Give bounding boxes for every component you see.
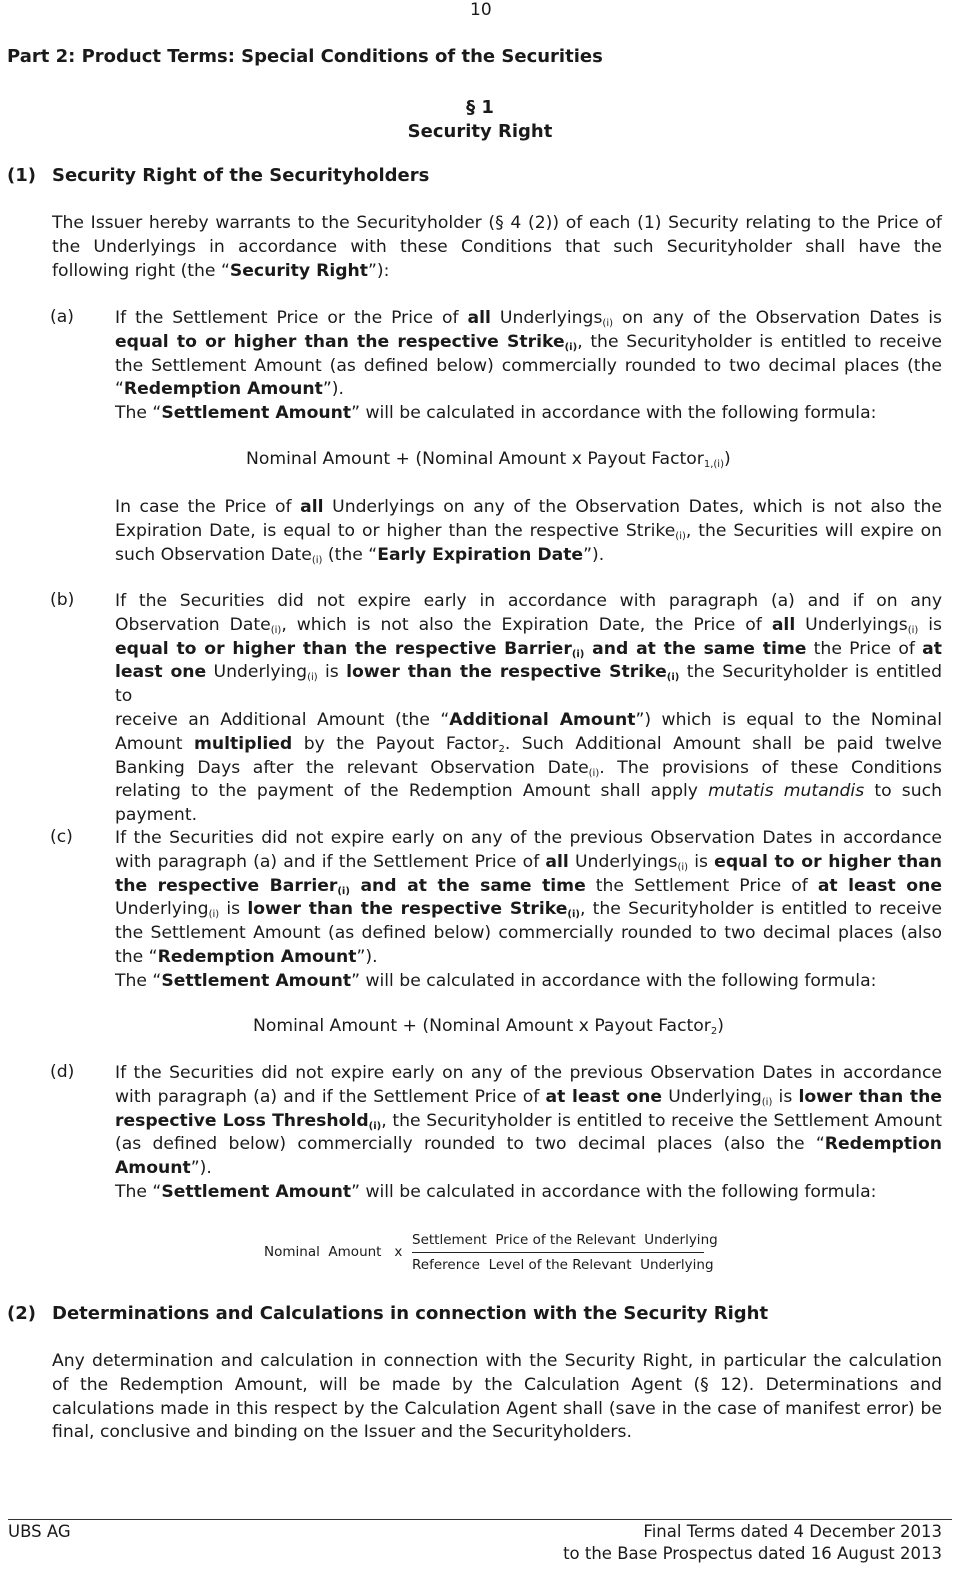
- clause-line: with paragraph (a) and if the Settlement Price of at least one Underlying$_{(i)}$ is lower than the: [115, 1086, 942, 1108]
- clause-line: Amount”).: [115, 1158, 212, 1179]
- clause-line: If the Settlement Price or the Price of all Underlyings$_{(i)}$ on any of the Observation Dates is: [115, 308, 942, 329]
- clause-d-text: [115, 1062, 942, 1205]
- clause-line: equal to or higher than the respective Strike$_{(i)}$, the Securityholder is entitled to receive: [115, 331, 942, 353]
- section-symbol: § 1: [466, 97, 494, 118]
- clause-line: receive an Additional Amount (the “Additional Amount”) which is equal to the Nominal: [115, 709, 942, 730]
- clause-line: Underlying$_{(i)}$ is lower than the respective Strike$_{(i)}$, the Securityholder is entitled to receive: [115, 899, 942, 921]
- clause-line: such Observation Date$_{(i)}$ (the “Early Expiration Date”).: [115, 544, 605, 566]
- subsection-2-title: Determinations and Calculations in connection with the Security Right: [52, 1303, 769, 1324]
- footer-base-prospectus: to the Base Prospectus dated 16 August 2013: [563, 1544, 942, 1563]
- clause-line: relating to the payment of the Redemption Amount shall apply mutatis mutandis to such: [115, 781, 942, 802]
- footer-final-terms: Final Terms dated 4 December 2013: [643, 1522, 942, 1541]
- clause-line: If the Securities did not expire early on any of the previous Observation Dates in accordance: [115, 1063, 942, 1083]
- clause-line: the Settlement Amount (as defined below) commercially rounded to two decimal places (also: [115, 923, 942, 944]
- paragraph-line: calculations made in this respect by the Calculation Agent shall (save in the case of manifest error) be: [52, 1398, 942, 1419]
- clause-line: Observation Date$_{(i)}$, which is not also the Expiration Date, the Price of all Underlyings$_{(i)}$ is: [115, 614, 942, 636]
- clause-b-text: [115, 590, 942, 828]
- formula-c: Nominal Amount + (Nominal Amount x Payout Factor$_2$): [253, 1016, 724, 1037]
- clause-a-expiry-text: [115, 496, 942, 567]
- clause-line: Banking Days after the relevant Observation Date$_{(i)}$. The provisions of these Conditions: [115, 757, 942, 779]
- clause-line: If the Securities did not expire early on any of the previous Observation Dates in accordance: [115, 828, 942, 848]
- footer-issuer: UBS AG: [8, 1522, 71, 1541]
- clause-line: In case the Price of all Underlyings on any of the Observation Dates, which is not also the: [115, 497, 942, 517]
- clause-line: the Settlement Amount (as defined below) commercially rounded to two decimal places (the: [115, 355, 942, 376]
- clause-c-text: [115, 827, 942, 994]
- clause-line: The “Settlement Amount” will be calculated in accordance with the following formula:: [115, 403, 877, 424]
- clause-line: with paragraph (a) and if the Settlement Price of all Underlyings$_{(i)}$ is equal to or higher than: [115, 851, 943, 873]
- clause-d-label: (d): [50, 1062, 75, 1082]
- footer-terms: [563, 1521, 942, 1565]
- clause-line: If the Securities did not expire early in accordance with paragraph (a) and if on any: [115, 591, 942, 611]
- section-title: Security Right: [407, 121, 553, 142]
- intro-line: following right (the “Security Right”):: [52, 260, 390, 281]
- fraction-numerator: Settlement Price of the Relevant Underlying: [412, 1232, 718, 1248]
- clause-line: payment.: [115, 805, 198, 826]
- subsection-1-title: Security Right of the Securityholders: [52, 165, 430, 186]
- subsection-2-number: (2): [7, 1303, 36, 1324]
- clause-line: Amount multiplied by the Payout Factor$_2$. Such Additional Amount shall be paid twelve: [115, 733, 942, 755]
- paragraph-line: of the Redemption Amount, will be made by the Calculation Agent (§ 12). Determinations and: [52, 1374, 942, 1395]
- subsection-2-paragraph: [52, 1350, 942, 1445]
- clause-line: The “Settlement Amount” will be calculated in accordance with the following formula:: [115, 1181, 877, 1202]
- clause-line: respective Loss Threshold$_{(i)}$, the Securityholder is entitled to receive the Settlement Amount: [115, 1110, 942, 1132]
- paragraph-line: Any determination and calculation in connection with the Security Right, in particular the calculation: [52, 1351, 942, 1371]
- clause-line: least one Underlying$_{(i)}$ is lower than the respective Strike$_{(i)}$ the Securityholder is entitled to: [115, 662, 942, 707]
- clause-c-label: (c): [50, 827, 73, 847]
- footer-divider: [8, 1519, 952, 1520]
- section-heading: [0, 96, 960, 144]
- paragraph-line: final, conclusive and binding on the Issuer and the Securityholders.: [52, 1422, 632, 1443]
- clause-b-label: (b): [50, 590, 75, 610]
- clause-line: the “Redemption Amount”).: [115, 946, 378, 967]
- clause-line: “Redemption Amount”).: [115, 379, 344, 400]
- clause-line: Expiration Date, is equal to or higher than the respective Strike$_{(i)}$, the Securities will expire on: [115, 520, 942, 542]
- part-title: Part 2: Product Terms: Special Conditions of the Securities: [7, 46, 603, 67]
- formula-a: Nominal Amount + (Nominal Amount x Payout Factor$_{1,(i)}$): [246, 449, 731, 470]
- formula-d-fraction: [412, 1232, 718, 1273]
- intro-line: The Issuer hereby warrants to the Securityholder (§ 4 (2)) of each (1) Security relating to the Price of: [52, 213, 942, 233]
- clause-line: the respective Barrier$_{(i)}$ and at the same time the Settlement Price of at least one: [115, 875, 942, 897]
- clause-line: The “Settlement Amount” will be calculated in accordance with the following formula:: [115, 970, 877, 991]
- clause-line: (as defined below) commercially rounded to two decimal places (also the “Redemption: [115, 1134, 942, 1155]
- clause-a-text: [115, 307, 942, 426]
- clause-a-label: (a): [50, 307, 74, 327]
- page-number: 10: [470, 0, 492, 20]
- clause-line: equal to or higher than the respective Barrier$_{(i)}$ and at the same time the Price of at: [115, 638, 942, 660]
- intro-line: the Underlyings in accordance with these Conditions that such Securityholder shall have the: [52, 236, 942, 257]
- fraction-denominator: Reference Level of the Relevant Underlying: [412, 1257, 714, 1273]
- formula-d-multiplier: Nominal Amount x: [264, 1244, 403, 1260]
- intro-paragraph: [52, 212, 942, 283]
- subsection-1-number: (1): [7, 165, 36, 186]
